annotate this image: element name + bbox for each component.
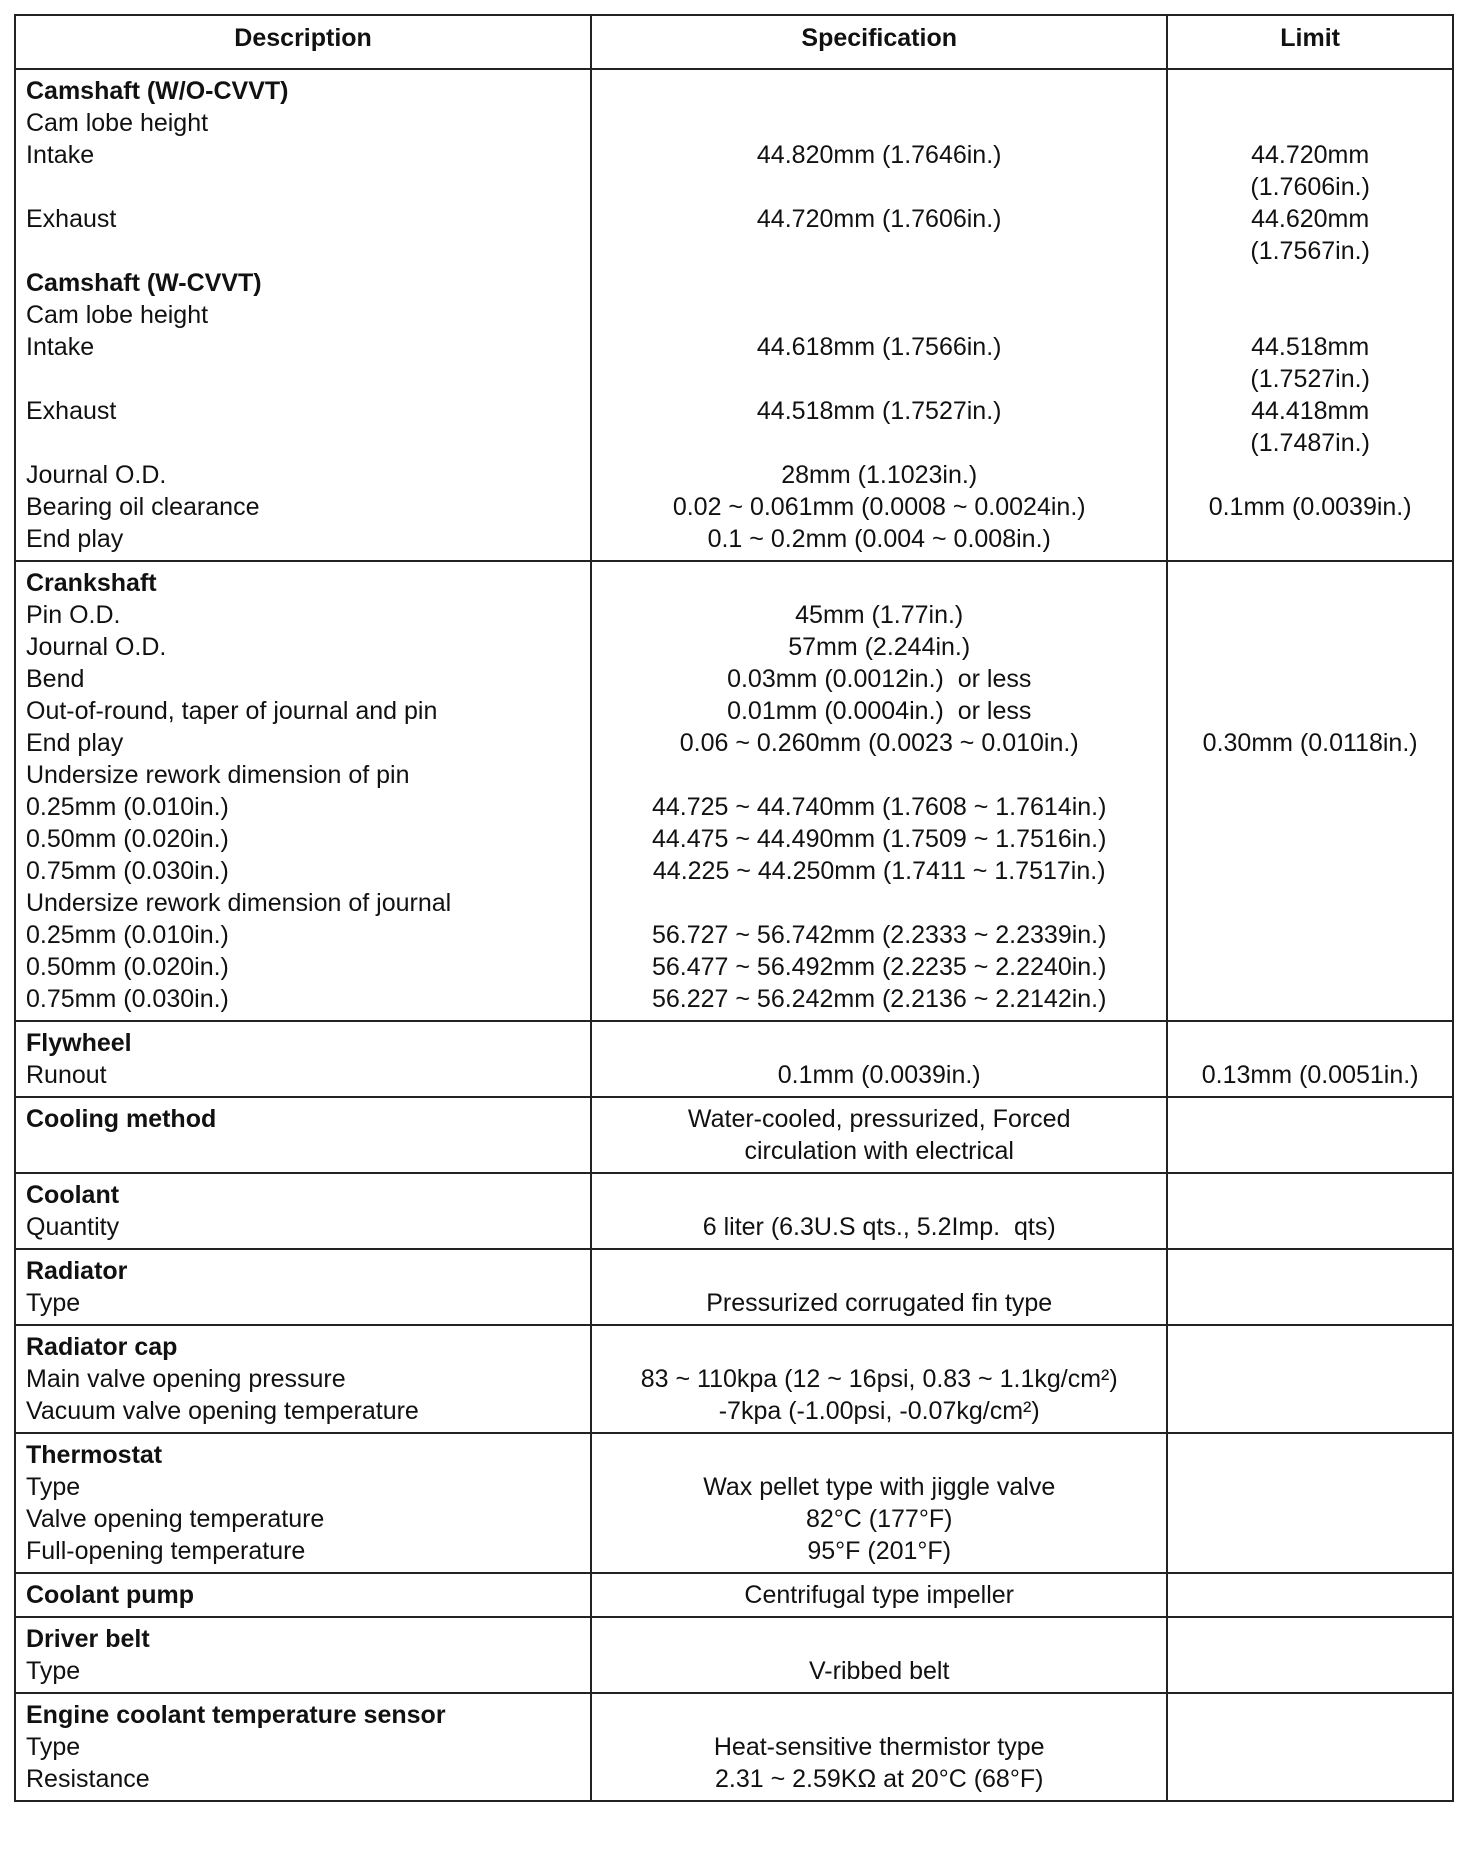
desc-line: Pin O.D. [26, 601, 121, 629]
specification-cell [591, 69, 1167, 561]
desc-line: Type [26, 1473, 81, 1501]
spec-line [602, 171, 1156, 203]
specification-cell [591, 1617, 1167, 1693]
limit-line [1178, 1731, 1442, 1763]
section-title: Flywheel [26, 1029, 132, 1057]
section-title: Driver belt [26, 1625, 150, 1653]
limit-line [1178, 1699, 1442, 1731]
description-cell [15, 1325, 591, 1433]
section-title: Engine coolant temperature sensor [26, 1701, 446, 1729]
spec-line: 0.02 ~ 0.061mm (0.0008 ~ 0.0024in.) [672, 493, 1086, 521]
spec-line [602, 1439, 1156, 1471]
spec-line: 44.725 ~ 44.740mm (1.7608 ~ 1.7614in.) [651, 793, 1107, 821]
desc-line: Resistance [26, 1765, 150, 1793]
section-row [15, 561, 1453, 1021]
specification-cell [591, 1249, 1167, 1325]
spec-line: circulation with electrical [744, 1137, 1014, 1165]
desc-line [26, 235, 580, 267]
desc-line [26, 427, 580, 459]
desc-line: 0.75mm (0.030in.) [26, 857, 229, 885]
spec-line [602, 235, 1156, 267]
limit-line: 0.30mm (0.0118in.) [1202, 729, 1418, 757]
limit-line [1178, 1535, 1442, 1567]
limit-line [1178, 663, 1442, 695]
section-row [15, 1021, 1453, 1097]
limit-line [1178, 855, 1442, 887]
spec-line [602, 107, 1156, 139]
spec-line: 0.1mm (0.0039in.) [777, 1061, 981, 1089]
desc-line: Quantity [26, 1213, 120, 1241]
desc-line: Intake [26, 141, 95, 169]
limit-line [1178, 1255, 1442, 1287]
limit-cell [1167, 561, 1453, 1021]
spec-line [602, 1255, 1156, 1287]
description-cell [15, 1617, 591, 1693]
limit-line: 44.720mm [1251, 141, 1370, 169]
desc-line: Undersize rework dimension of pin [26, 761, 410, 789]
limit-line [1178, 1503, 1442, 1535]
limit-line [1178, 1655, 1442, 1687]
spec-line [602, 887, 1156, 919]
spec-line: Heat-sensitive thermistor type [713, 1733, 1045, 1761]
spec-line: Centrifugal type impeller [744, 1581, 1014, 1609]
limit-line [1178, 267, 1442, 299]
limit-line: 44.418mm [1251, 397, 1370, 425]
limit-line [1178, 759, 1442, 791]
limit-line [1178, 1211, 1442, 1243]
specification-cell [591, 1173, 1167, 1249]
spec-line [602, 759, 1156, 791]
limit-line [1178, 1579, 1442, 1611]
limit-cell [1167, 1693, 1453, 1801]
limit-line: (1.7527in.) [1250, 365, 1370, 393]
spec-line: 44.720mm (1.7606in.) [756, 205, 1002, 233]
limit-line [1178, 523, 1442, 555]
section-title: Radiator [26, 1257, 128, 1285]
desc-line: Cam lobe height [26, 109, 209, 137]
limit-line [1178, 1179, 1442, 1211]
spec-line [602, 567, 1156, 599]
section-title: Camshaft (W-CVVT) [26, 269, 262, 297]
desc-line: Full-opening temperature [26, 1537, 306, 1565]
spec-line: 44.820mm (1.7646in.) [756, 141, 1002, 169]
limit-line: 44.518mm [1251, 333, 1370, 361]
specification-cell [591, 1433, 1167, 1573]
header-description: Description [15, 15, 591, 69]
section-title: Radiator cap [26, 1333, 178, 1361]
desc-line: End play [26, 729, 124, 757]
limit-cell [1167, 1617, 1453, 1693]
header-limit: Limit [1167, 15, 1453, 69]
limit-cell [1167, 1021, 1453, 1097]
spec-line: Water-cooled, pressurized, Forced [687, 1105, 1071, 1133]
spec-line: 6 liter (6.3U.S qts., 5.2Imp. qts) [702, 1213, 1056, 1241]
desc-line: Type [26, 1733, 81, 1761]
limit-cell [1167, 1173, 1453, 1249]
desc-line: Type [26, 1657, 81, 1685]
desc-line [26, 1135, 580, 1167]
section-row [15, 1097, 1453, 1173]
specification-cell [591, 1097, 1167, 1173]
limit-line [1178, 791, 1442, 823]
spec-line [602, 1179, 1156, 1211]
spec-line: 57mm (2.244in.) [788, 633, 971, 661]
limit-cell [1167, 1097, 1453, 1173]
spec-line: 0.06 ~ 0.260mm (0.0023 ~ 0.010in.) [679, 729, 1079, 757]
desc-line: Undersize rework dimension of journal [26, 889, 452, 917]
spec-line [602, 363, 1156, 395]
limit-line [1178, 1103, 1442, 1135]
limit-line [1178, 887, 1442, 919]
limit-line [1178, 951, 1442, 983]
specification-cell [591, 1021, 1167, 1097]
limit-line [1178, 631, 1442, 663]
limit-line [1178, 567, 1442, 599]
spec-line: 44.225 ~ 44.250mm (1.7411 ~ 1.7517in.) [652, 857, 1106, 885]
description-cell [15, 69, 591, 561]
limit-line [1178, 599, 1442, 631]
section-title: Coolant [26, 1181, 120, 1209]
spec-line [602, 1699, 1156, 1731]
section-title: Camshaft (W/O-CVVT) [26, 77, 289, 105]
spec-line: 95°F (201°F) [807, 1537, 952, 1565]
desc-line [26, 171, 580, 203]
limit-line: 0.1mm (0.0039in.) [1208, 493, 1412, 521]
limit-line [1178, 459, 1442, 491]
limit-cell [1167, 1433, 1453, 1573]
limit-line [1178, 695, 1442, 727]
limit-line [1178, 1471, 1442, 1503]
spec-line [602, 1027, 1156, 1059]
spec-line: 44.518mm (1.7527in.) [756, 397, 1002, 425]
section-title: Crankshaft [26, 569, 157, 597]
spec-table [14, 14, 1454, 1802]
spec-line: Wax pellet type with jiggle valve [703, 1473, 1056, 1501]
section-row [15, 69, 1453, 561]
limit-line [1178, 1439, 1442, 1471]
desc-line: Valve opening temperature [26, 1505, 325, 1533]
desc-line: Bearing oil clearance [26, 493, 260, 521]
limit-line [1178, 1027, 1442, 1059]
limit-line [1178, 299, 1442, 331]
description-cell [15, 1097, 591, 1173]
description-cell [15, 561, 591, 1021]
spec-line: 56.477 ~ 56.492mm (2.2235 ~ 2.2240in.) [651, 953, 1107, 981]
spec-line [602, 75, 1156, 107]
desc-line: Journal O.D. [26, 633, 167, 661]
spec-line: 0.01mm (0.0004in.) or less [727, 697, 1032, 725]
desc-line: Journal O.D. [26, 461, 167, 489]
limit-cell [1167, 1325, 1453, 1433]
specification-cell [591, 1325, 1167, 1433]
spec-line [602, 427, 1156, 459]
limit-line [1178, 823, 1442, 855]
desc-line: 0.50mm (0.020in.) [26, 825, 229, 853]
spec-line [602, 267, 1156, 299]
desc-line: Cam lobe height [26, 301, 209, 329]
section-title: Cooling method [26, 1105, 217, 1133]
description-cell [15, 1173, 591, 1249]
limit-line [1178, 1763, 1442, 1795]
spec-line: 0.1 ~ 0.2mm (0.004 ~ 0.008in.) [707, 525, 1051, 553]
limit-line: (1.7567in.) [1250, 237, 1370, 265]
spec-line: 2.31 ~ 2.59KΩ at 20°C (68°F) [714, 1765, 1044, 1793]
spec-line: V-ribbed belt [809, 1657, 950, 1685]
desc-line: Runout [26, 1061, 107, 1089]
section-row [15, 1573, 1453, 1617]
spec-line [602, 299, 1156, 331]
spec-line: 28mm (1.1023in.) [781, 461, 978, 489]
spec-body [15, 69, 1453, 1801]
desc-line: End play [26, 525, 124, 553]
specification-cell [591, 561, 1167, 1021]
desc-line: Exhaust [26, 397, 117, 425]
limit-line [1178, 1363, 1442, 1395]
limit-cell [1167, 1249, 1453, 1325]
spec-line: 56.727 ~ 56.742mm (2.2333 ~ 2.2339in.) [651, 921, 1107, 949]
desc-line: Intake [26, 333, 95, 361]
desc-line: 0.50mm (0.020in.) [26, 953, 229, 981]
section-row [15, 1617, 1453, 1693]
desc-line: Vacuum valve opening temperature [26, 1397, 419, 1425]
section-title: Coolant pump [26, 1581, 195, 1609]
section-row [15, 1249, 1453, 1325]
spec-line: 44.618mm (1.7566in.) [756, 333, 1002, 361]
limit-line: 0.13mm (0.0051in.) [1201, 1061, 1419, 1089]
spec-line: -7kpa (-1.00psi, -0.07kg/cm²) [718, 1397, 1040, 1425]
limit-line [1178, 1395, 1442, 1427]
spec-line: 83 ~ 110kpa (12 ~ 16psi, 0.83 ~ 1.1kg/cm²) [640, 1365, 1118, 1393]
spec-line: 45mm (1.77in.) [795, 601, 964, 629]
limit-line [1178, 919, 1442, 951]
spec-line: 82°C (177°F) [805, 1505, 953, 1533]
description-cell [15, 1249, 591, 1325]
desc-line: Main valve opening pressure [26, 1365, 346, 1393]
limit-cell [1167, 69, 1453, 561]
section-row [15, 1173, 1453, 1249]
spec-line: Pressurized corrugated fin type [706, 1289, 1053, 1317]
limit-line [1178, 983, 1442, 1015]
section-row [15, 1693, 1453, 1801]
desc-line: 0.25mm (0.010in.) [26, 921, 229, 949]
desc-line: Type [26, 1289, 81, 1317]
section-row [15, 1325, 1453, 1433]
specification-cell [591, 1573, 1167, 1617]
desc-line: Exhaust [26, 205, 117, 233]
limit-cell [1167, 1573, 1453, 1617]
desc-line: Out-of-round, taper of journal and pin [26, 697, 438, 725]
limit-line: 44.620mm [1251, 205, 1370, 233]
specification-cell [591, 1693, 1167, 1801]
description-cell [15, 1693, 591, 1801]
spec-line [602, 1331, 1156, 1363]
limit-line [1178, 75, 1442, 107]
limit-line [1178, 1287, 1442, 1319]
header-specification: Specification [591, 15, 1167, 69]
spec-line: 0.03mm (0.0012in.) or less [727, 665, 1032, 693]
section-title: Thermostat [26, 1441, 163, 1469]
limit-line [1178, 1331, 1442, 1363]
desc-line [26, 363, 580, 395]
limit-line: (1.7487in.) [1250, 429, 1370, 457]
description-cell [15, 1021, 591, 1097]
limit-line [1178, 1135, 1442, 1167]
limit-line [1178, 107, 1442, 139]
desc-line: 0.25mm (0.010in.) [26, 793, 229, 821]
spec-line: 44.475 ~ 44.490mm (1.7509 ~ 1.7516in.) [651, 825, 1107, 853]
spec-line [602, 1623, 1156, 1655]
desc-line: 0.75mm (0.030in.) [26, 985, 229, 1013]
description-cell [15, 1573, 591, 1617]
limit-line [1178, 1623, 1442, 1655]
section-row [15, 1433, 1453, 1573]
desc-line: Bend [26, 665, 85, 693]
header-row [15, 15, 1453, 69]
limit-line: (1.7606in.) [1250, 173, 1370, 201]
spec-line: 56.227 ~ 56.242mm (2.2136 ~ 2.2142in.) [651, 985, 1107, 1013]
description-cell [15, 1433, 591, 1573]
